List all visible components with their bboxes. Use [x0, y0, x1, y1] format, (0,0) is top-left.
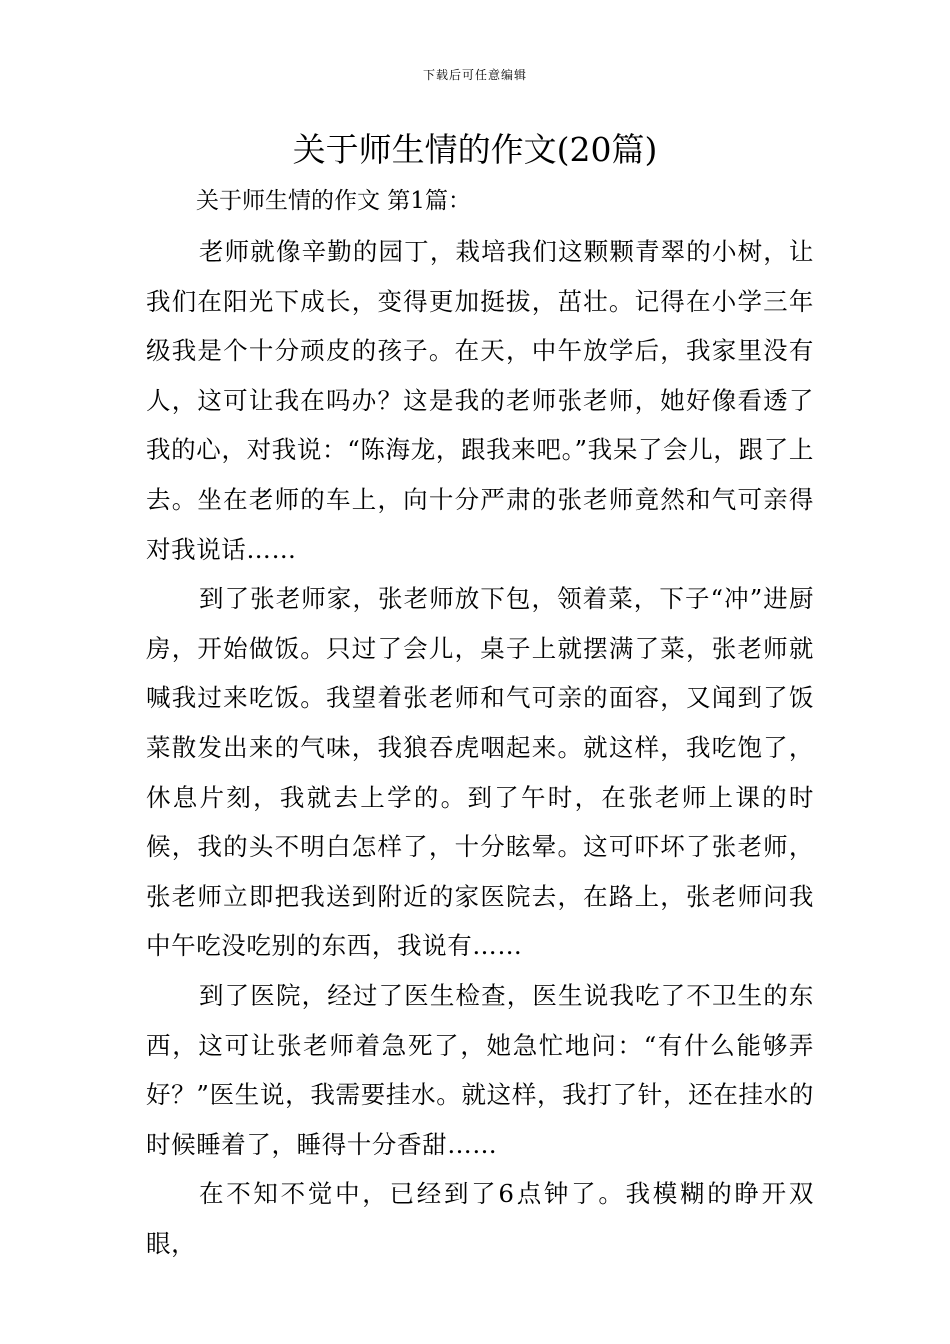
header-note: 下载后可任意编辑: [422, 68, 527, 82]
article-body: [146, 227, 814, 1268]
document-title: 关于师生情的作文(20篇): [292, 130, 658, 169]
section-heading: 关于师生情的作文 第1篇：: [196, 188, 471, 214]
paragraph: 到了张老师家，张老师放下包，领着菜，下子“冲”进厨房，开始做饭。只过了会儿，桌子上就摆满了菜，张老师就喊我过来吃饭。我望着张老师和气可亲的面容，又闻到了饭菜散发出来的气味，我狼吞虎咽起来。就这样，我吃饱了，休息片刻，我就去上学的。到了午时，在张老师上课的时候，我的头不明白怎样了，十分眩晕。这可吓坏了张老师，张老师立即把我送到附近的家医院去，在路上，张老师问我中午吃没吃别的东西，我说有……: [146, 584, 814, 961]
paragraph: 老师就像辛勤的园丁，栽培我们这颗颗青翠的小树，让我们在阳光下成长，变得更加挺拔，茁壮。记得在小学三年级我是个十分顽皮的孩子。在天，中午放学后，我家里没有人，这可让我在吗办？这是我的老师张老师，她好像看透了我的心，对我说：“陈海龙，跟我来吧。”我呆了会儿，跟了上去。坐在老师的车上，向十分严肃的张老师竟然和气可亲得对我说话……: [146, 237, 814, 564]
paragraph: 到了医院，经过了医生检查，医生说我吃了不卫生的东西，这可让张老师着急死了，她急忙地问：“有什么能够弄好？”医生说，我需要挂水。就这样，我打了针，还在挂水的时候睡着了，睡得十分香甜……: [146, 980, 814, 1159]
paragraph: 在不知不觉中，已经到了6点钟了。我模糊的睁开双眼，: [146, 1179, 814, 1258]
